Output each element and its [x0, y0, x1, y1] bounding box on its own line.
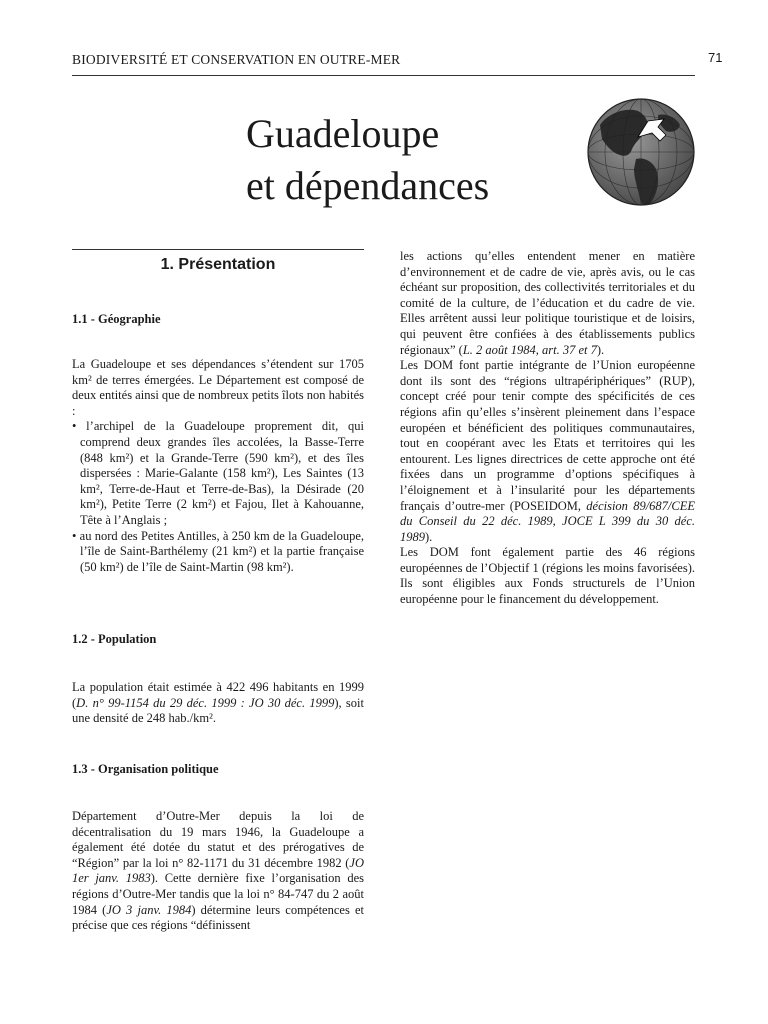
list-item: • l’archipel de la Guadeloupe proprement dit, qui comprend deux grandes îles accolées, la Basse-Terre (848 km²) et la Grande-Terre (590 km²), et des îles dispersées : Marie-Galante (158 km²), Les Saintes (13 km², Terre-de-Haut et Terre-de-Bas), la Désirade (20 km²), Petite Terre (2 km²) et Fajou, Ilet à Kahouanne, Tête à l’Anglais ; [72, 419, 364, 527]
page-number: 71 [708, 50, 723, 65]
legal-reference: L. 2 août 1984, art. 37 et 7 [462, 342, 597, 357]
title-line-2: et dépendances [246, 163, 490, 208]
right-column [400, 249, 695, 608]
list-item: • au nord des Petites Antilles, à 250 km de la Guadeloupe, l’île de Saint-Barthélemy (21 km²) et la partie française (50 km²) de l’île de Saint-Martin (98 km²). [72, 528, 364, 574]
geography-list [72, 419, 364, 575]
geography-text [72, 357, 364, 575]
organisation-text [72, 809, 364, 934]
right-paragraph-3: Les DOM font également partie des 46 régions européennes de l’Objectif 1 (régions les moins favorisées). Ils sont éligibles aux Fonds structurels de l’Union européenne pour le financement du développement. [400, 545, 695, 607]
population-text-b: ), soit une densité de 248 hab./km². [72, 695, 364, 726]
legal-reference: JO 1er janv. 1983 [72, 855, 364, 886]
legal-reference: D. n° 99-1154 du 29 déc. 1999 : JO 30 déc. 1999 [76, 695, 335, 710]
running-head: BIODIVERSITÉ ET CONSERVATION EN OUTRE-MER [72, 52, 401, 67]
globe-icon [586, 97, 696, 207]
header-rule [72, 75, 695, 76]
subheading-geography: 1.1 - Géographie [72, 312, 161, 326]
legal-reference: décision 89/687/CEE du Conseil du 22 déc. 1989, JOCE L 399 du 30 déc. 1989 [400, 498, 695, 544]
geography-intro: La Guadeloupe et ses dépendances s’étendent sur 1705 km² de terres émergées. Le Département est composé de deux entités ainsi que de nombreux petits îlots non habités : [72, 357, 364, 418]
title-line-1: Guadeloupe [246, 111, 440, 156]
subheading-organisation: 1.3 - Organisation politique [72, 762, 219, 776]
paragraph-text: les actions qu’elles entendent mener en matière d’environnement et de cadre de vie, après avis, ou le cas échéant sur proposition, des collectivités territoriales et du comité de la culture, de l’éducation et du cadre de vie. Elles arrêtent aussi leur politique touristique et de loisirs, qui peuvent être confiées à des établissements publics régionaux” ( [400, 249, 695, 357]
page-title [246, 108, 489, 212]
subheading-population: 1.2 - Population [72, 632, 157, 646]
column-rule [72, 249, 364, 250]
paragraph-text: ). [596, 342, 605, 357]
paragraph-text: Les DOM font partie intégrante de l’Union européenne dont ils sont des “régions ultrapériphériques” (RUP), concept créé pour tenir compte des spécificités de ces régions afin qu’elles s’insèrent pleinement dans l’espace européen et bénéficient des politiques communautaires, tout en coopérant avec les Etats et territoires qui les entourent. Les lignes directrices de cette approche ont été fixées dans un programme d’options spécifiques à l’éloignement et à l’insularité pour les départements français d’outre-mer (POSEIDOM, [400, 358, 695, 513]
section-heading: 1. Présentation [160, 256, 276, 273]
population-text-a: La population était estimée à 422 496 habitants en 1999 ( [72, 680, 364, 710]
legal-reference: JO 3 janv. 1984 [106, 902, 192, 917]
population-text [72, 680, 364, 727]
organisation-text-b: ). Cette dernière fixe l’organisation des régions d’Outre-Mer tandis que la loi n° 84-747 du 2 août 1984 ( [72, 871, 364, 917]
right-paragraph-2 [400, 358, 695, 545]
organisation-text-a: Département d’Outre-Mer depuis la loi de décentralisation du 19 mars 1946, la Guadeloupe a également été dotée du statut et des prérogatives de “Région” par la loi n° 82-1171 du 31 décembre 1982 ( [72, 809, 364, 870]
organisation-text-c: ) détermine leurs compétences et précise que ces régions “définissent [72, 902, 365, 933]
right-paragraph-1 [400, 249, 695, 358]
paragraph-text: ). [425, 529, 433, 544]
